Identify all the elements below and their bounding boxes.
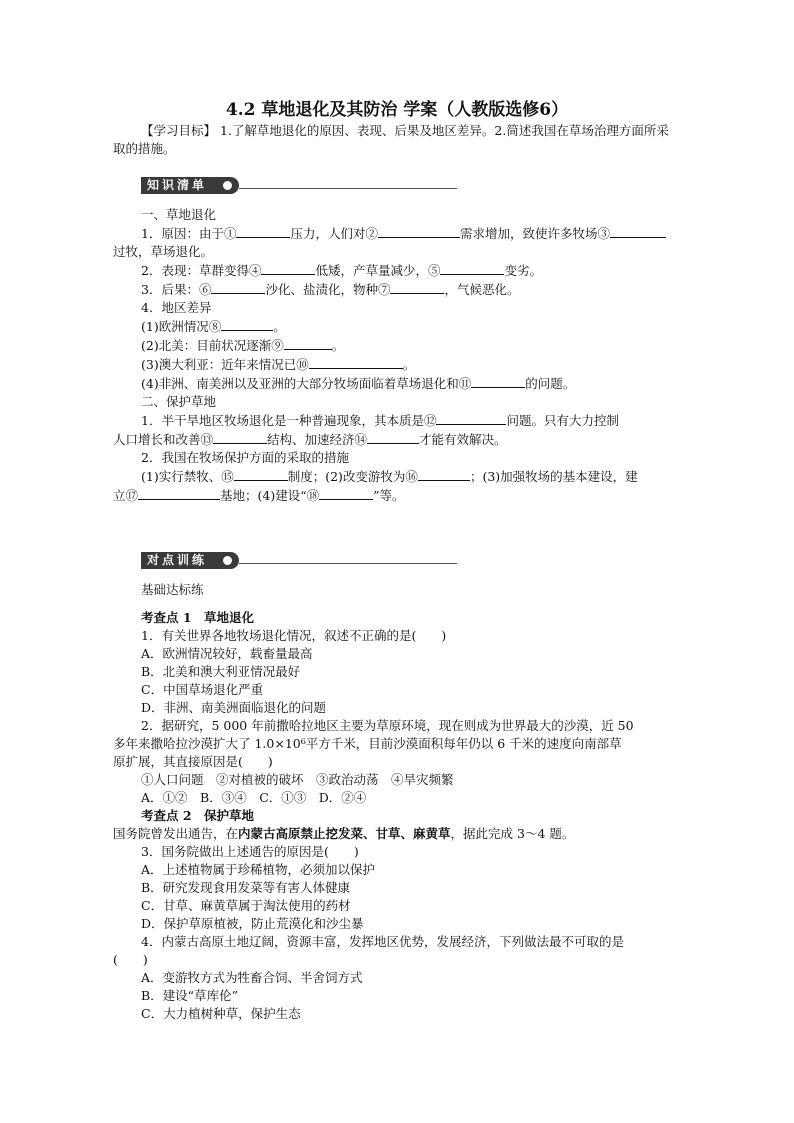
- text-segment: 3．后果：⑥: [141, 282, 212, 297]
- question-4-cont: ( ): [113, 952, 148, 967]
- measures-line: [113, 467, 681, 486]
- fill-blank-9[interactable]: [284, 336, 332, 350]
- notice-intro: [113, 825, 681, 843]
- text-segment: 结构、加速经济⑭: [267, 432, 368, 447]
- text-segment: (4)非洲、南美洲以及亚洲的大部分牧场面临着草场退化和⑪: [141, 376, 472, 391]
- result-line: [113, 280, 681, 299]
- europe-line: [113, 317, 681, 336]
- text-segment: 低矮，产草量减少，⑤: [315, 263, 441, 278]
- section-header-label: 对点训练: [141, 552, 239, 569]
- section-header-label: 知识清单: [141, 177, 239, 194]
- subsection-basic: 基础达标练: [141, 582, 204, 597]
- text-segment: 2．表现：草群变得④: [141, 263, 262, 278]
- measures-line-cont: [113, 486, 681, 505]
- section-divider: [239, 563, 457, 564]
- cause-line-cont: 过牧，草场退化。: [113, 244, 214, 259]
- fill-blank-16[interactable]: [418, 467, 470, 481]
- fill-blank-4[interactable]: [261, 261, 315, 275]
- section-header-knowledge: [141, 176, 681, 196]
- objectives: [113, 122, 681, 158]
- text-segment: 。: [273, 319, 286, 334]
- section-header-practice: [141, 551, 681, 571]
- heading-protect-grassland: 二、保护草地: [141, 394, 217, 409]
- fill-blank-17[interactable]: [138, 486, 220, 500]
- text-segment: ，气候恶化。: [444, 282, 520, 297]
- question-2-items: ①人口问题 ②对植被的破坏 ③政治动荡 ④旱灾频繁: [141, 772, 454, 787]
- text-segment: (1)欧洲情况⑧: [141, 319, 222, 334]
- question-4-option-b[interactable]: B．建设“草库伦”: [141, 988, 238, 1003]
- protect-line-1-cont: [113, 430, 681, 449]
- text-segment: 问题。只有大力控制: [506, 413, 619, 428]
- bullet-dot-icon: [223, 556, 232, 565]
- question-3-option-b[interactable]: B．研究发现食用发菜等有害人体健康: [141, 880, 351, 895]
- text-segment: 人口增长和改善⑬: [113, 432, 214, 447]
- heading-grassland-degradation: 一、草地退化: [141, 207, 217, 222]
- region-diff-heading: 4．地区差异: [141, 300, 212, 315]
- text-segment: ，据此完成 3～4 题。: [450, 826, 575, 841]
- show-line: [113, 261, 681, 280]
- text-segment: 沙化、盐渍化，物种⑦: [265, 282, 391, 297]
- text-segment: 国务院曾发出通告，在: [113, 826, 239, 841]
- question-3-option-a[interactable]: A．上述植物属于珍稀植物，必须加以保护: [141, 862, 376, 877]
- text-segment: 。: [402, 357, 416, 372]
- question-4-option-c[interactable]: C．大力植树种草，保护生态: [141, 1006, 301, 1021]
- question-3-option-d[interactable]: D．保护草原植被，防止荒漠化和沙尘暴: [141, 916, 364, 931]
- objectives-label: 【学习目标】: [141, 123, 217, 138]
- fill-blank-18[interactable]: [319, 486, 373, 500]
- question-2-options[interactable]: A．①② B．③④ C．①③ D．②④: [141, 790, 367, 805]
- text-segment: (3)澳大利亚：近年来情况已⑩: [141, 357, 309, 372]
- fill-blank-6[interactable]: [211, 280, 265, 294]
- text-segment: 的问题。: [525, 376, 576, 391]
- fill-blank-13[interactable]: [213, 430, 267, 444]
- question-2-cont: 多年来撒哈拉沙漠扩大了 1.0×10⁶平方千米，目前沙漠面积每年仍以 6 千米的速度向南部草: [113, 736, 622, 751]
- text-segment: 变劣。: [504, 263, 542, 278]
- document-content: [113, 98, 681, 1023]
- text-segment: 压力，人们对②: [290, 226, 378, 241]
- fill-blank-11[interactable]: [471, 374, 525, 388]
- text-segment: ”等。: [373, 488, 405, 503]
- text-segment: 。: [331, 338, 345, 353]
- question-2-cont: 原扩展，其直接原因是( ): [113, 754, 273, 769]
- checkpoint-1: 考查点 1 草地退化: [141, 610, 255, 625]
- checkpoint-2: 考查点 2 保护草地: [141, 808, 255, 823]
- text-segment: ；(3)加强牧场的基本建设，建: [469, 469, 638, 484]
- text-segment: 制度；(2)改变游牧为⑯: [287, 469, 418, 484]
- fill-blank-2[interactable]: [378, 224, 460, 238]
- question-1-option-b[interactable]: B．北美和澳大利亚情况最好: [141, 664, 301, 679]
- text-segment: 立⑰: [113, 488, 139, 503]
- question-3: 3．国务院做出上述通告的原因是( ): [141, 844, 359, 859]
- question-1-option-d[interactable]: D．非洲、南美洲面临退化的问题: [141, 700, 327, 715]
- text-segment: 需求增加，致使许多牧场③: [459, 226, 610, 241]
- australia-line: [113, 355, 681, 374]
- text-segment: 才能有效解决。: [419, 432, 507, 447]
- question-1: 1．有关世界各地牧场退化情况，叙述不正确的是( ): [141, 628, 447, 643]
- protect-line-2: 2．我国在牧场保护方面的采取的措施: [141, 450, 349, 465]
- cause-line: [113, 224, 681, 243]
- objectives-text: 1.了解草地退化的原因、表现、后果及地区差异。2.简述我国在草场治理方面所采取的措施。: [113, 123, 669, 156]
- africa-line: [113, 374, 681, 393]
- fill-blank-14[interactable]: [367, 430, 419, 444]
- question-1-option-c[interactable]: C．中国草场退化严重: [141, 682, 264, 697]
- question-4: 4．内蒙古高原土地辽阔，资源丰富，发挥地区优势，发展经济，下列做法最不可取的是: [141, 934, 624, 949]
- fill-blank-3[interactable]: [610, 224, 666, 238]
- text-segment: 1．原因：由于①: [141, 226, 237, 241]
- protect-line-1: [113, 411, 681, 430]
- question-2: 2．据研究，5 000 年前撒哈拉地区主要为草原环境，现在则成为世界最大的沙漠，近 50: [141, 718, 634, 733]
- section-divider: [239, 188, 457, 189]
- fill-blank-1[interactable]: [236, 224, 290, 238]
- fill-blank-15[interactable]: [234, 467, 288, 481]
- text-segment: 1．半干旱地区牧场退化是一种普遍现象，其本质是⑫: [141, 413, 437, 428]
- fill-blank-7[interactable]: [390, 280, 444, 294]
- text-segment: 基地；(4)建设“⑱: [220, 488, 320, 503]
- question-1-option-a[interactable]: A．欧洲情况较好，载畜量最高: [141, 646, 313, 661]
- text-segment: (1)实行禁牧、⑮: [141, 469, 234, 484]
- fill-blank-8[interactable]: [221, 317, 273, 331]
- bullet-dot-icon: [223, 181, 232, 190]
- question-4-option-a[interactable]: A．变游牧方式为牲畜合饲、半舍饲方式: [141, 970, 363, 985]
- text-segment-bold: 内蒙古高原禁止挖发菜、甘草、麻黄草: [238, 826, 451, 841]
- north-america-line: [113, 336, 681, 355]
- page-title: 4.2 草地退化及其防治 学案（人教版选修6）: [225, 100, 569, 120]
- fill-blank-12[interactable]: [436, 411, 506, 425]
- fill-blank-10[interactable]: [309, 355, 403, 369]
- fill-blank-5[interactable]: [440, 261, 504, 275]
- question-3-option-c[interactable]: C．甘草、麻黄草属于淘汰使用的药材: [141, 898, 351, 913]
- text-segment: (2)北美：目前状况逐渐⑨: [141, 338, 284, 353]
